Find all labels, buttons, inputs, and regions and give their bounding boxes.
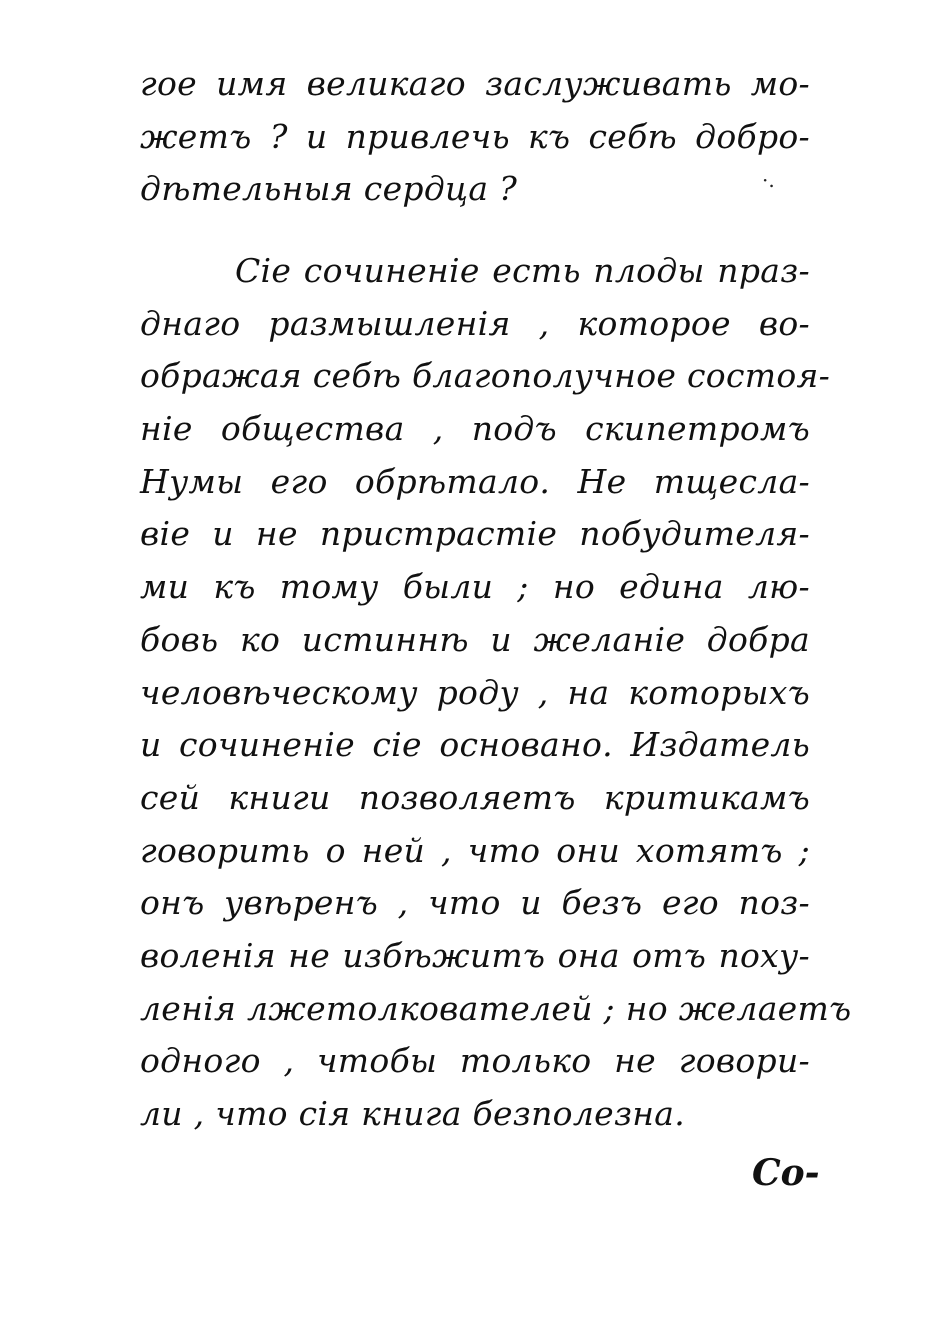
text-line: днаго размышленія , которое во- [140, 303, 810, 343]
paragraph-main [140, 245, 852, 1141]
text-line: жетъ ? и привлечь къ себѣ добро- [140, 116, 810, 156]
text-line: говорить о ней , что они хотятъ ; [140, 830, 810, 870]
paragraph-continuation [140, 58, 810, 216]
text-line: гое имя великаго заслуживать мо- [140, 64, 810, 103]
text-line: ніе общества , подъ скипетромъ [140, 409, 810, 449]
text-line: сей книги позволяетъ критикамъ [140, 777, 810, 817]
text-line: и сочиненіе сіе основано. Издатель [140, 725, 810, 765]
text-line: человѣческому роду , на которыхъ [140, 672, 810, 712]
text-line: Нумы его обрѣтало. Не тщесла- [140, 461, 810, 501]
text-line: воленія не избѣжитъ она отъ поху- [140, 935, 810, 975]
text-line: одного , чтобы только не говори- [140, 1041, 810, 1081]
text-line: ми къ тому были ; но едина лю- [140, 567, 810, 607]
text-line: бовь ко истиннѣ и желаніе добра [140, 619, 810, 659]
stray-ink-mark: ·. [762, 168, 775, 192]
text-line: онъ увѣренъ , что и безъ его поз- [140, 883, 810, 923]
text-line: ли , что сія книга безполезна. [140, 1094, 686, 1133]
catchword: Со- [752, 1152, 820, 1194]
text-line: віе и не пристрастіе побудителя- [140, 514, 810, 554]
text-line: ображая себѣ благополучное состоя- [140, 356, 831, 396]
text-line: Сіе сочиненіе есть плоды праз- [235, 251, 810, 290]
text-line: дѣтельныя сердца ? [140, 169, 518, 209]
text-line: ленія лжетолкователей ; но желаетъ [140, 988, 852, 1028]
